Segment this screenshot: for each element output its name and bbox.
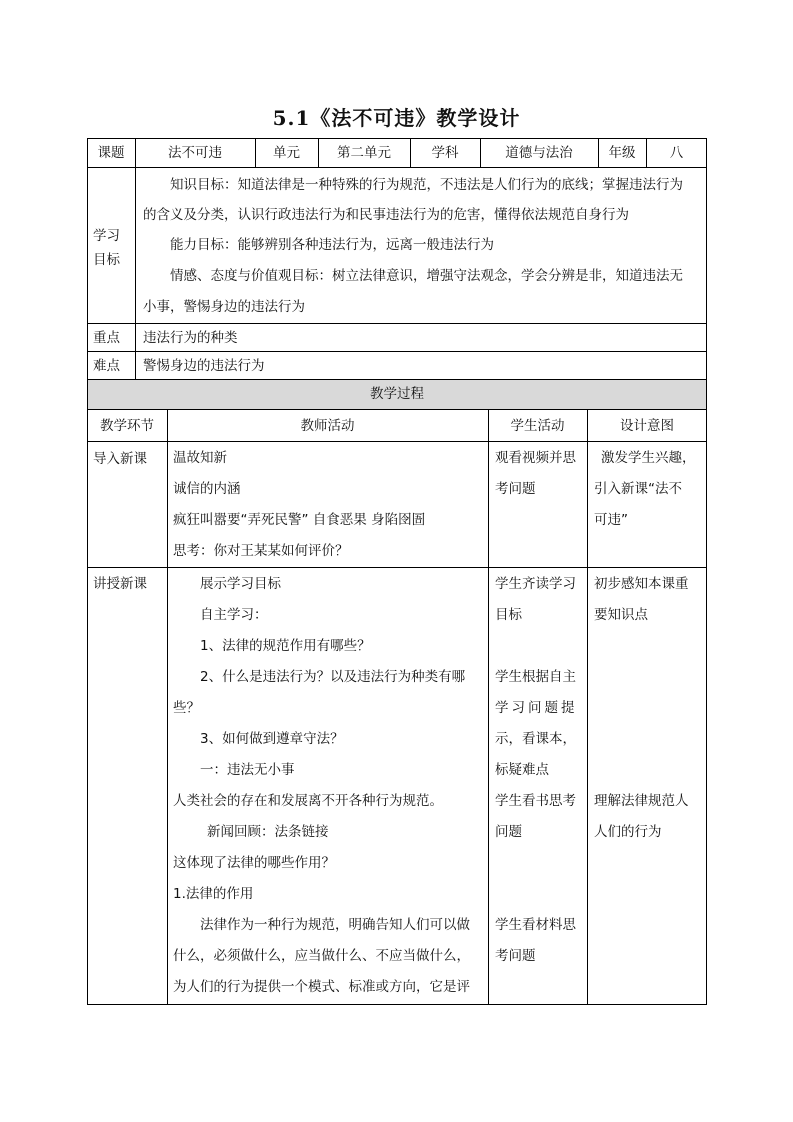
unit-value: 第二单元 <box>337 145 391 161</box>
lecture-student-line <box>495 879 578 910</box>
difficulty-label: 难点 <box>93 358 120 374</box>
lecture-intent-line: 理解法律规范人 <box>594 793 689 809</box>
lecture-intent-line <box>594 755 689 786</box>
goals-line: 知识目标：知道法律是一种特殊的行为规范，不违法是人们行为的底线；掌握违法行为 <box>170 177 683 193</box>
lecture-intent-line: 初步感知本课重 <box>594 576 689 592</box>
header-teacher: 教师活动 <box>300 418 355 434</box>
row-line <box>87 351 707 352</box>
lecture-teacher-line: 自主学习： <box>200 607 268 623</box>
intro-intent-cell <box>594 443 696 536</box>
lecture-student-line <box>495 631 578 662</box>
intro-teacher-line: 疯狂叫嚣要“弄死民警” 自食恶果 身陷囹圄 <box>173 512 426 528</box>
row-line <box>87 409 707 410</box>
difficulty-text: 警惕身边的违法行为 <box>143 358 265 374</box>
lecture-student-line: 标疑难点 <box>495 762 549 778</box>
header-intent: 设计意图 <box>620 418 674 434</box>
lecture-teacher-line: 这体现了法律的哪些作用？ <box>173 855 335 871</box>
lecture-intent-line: 人们的行为 <box>594 824 662 840</box>
intro-intent-line: 可违” <box>594 512 628 528</box>
lecture-intent-line <box>594 662 689 693</box>
key-text: 违法行为的种类 <box>143 330 238 346</box>
row-line <box>87 567 707 568</box>
grade-value: 八 <box>669 145 684 161</box>
intro-stage: 导入新课 <box>93 451 147 467</box>
intro-student-line: 考问题 <box>495 481 536 497</box>
subject-value: 道德与法治 <box>505 145 573 161</box>
intro-intent-line: 激发学生兴趣， <box>601 450 696 466</box>
goals-line: 情感、态度与价值观目标：树立法律意识，增强守法观念，学会分辨是非，知道违法无 <box>170 268 683 284</box>
col-line <box>167 409 168 1005</box>
process-title: 教学过程 <box>370 386 424 402</box>
lecture-intent-line <box>594 693 689 724</box>
intro-intent-line: 引入新课“法不 <box>594 481 682 497</box>
intro-teacher-line: 温故知新 <box>173 450 227 466</box>
lecture-intent-line <box>594 631 689 662</box>
unit-label: 单元 <box>273 145 300 161</box>
intro-student-cell <box>495 443 576 505</box>
lecture-teacher-line: 2、什么是违法行为？以及违法行为种类有哪 <box>200 669 466 685</box>
lecture-teacher-line: 人类社会的存在和发展离不开各种行为规范。 <box>173 793 443 809</box>
goals-line: 能力目标：能够辨别各种违法行为，远离一般违法行为 <box>170 237 494 253</box>
lecture-student-line: 学生齐读学习 <box>495 576 576 592</box>
lecture-teacher-line: 1.法律的作用 <box>173 886 254 902</box>
lecture-teacher-line: 一：违法无小事 <box>200 762 295 778</box>
key-label: 重点 <box>93 330 120 346</box>
lecture-teacher-line: 1、法律的规范作用有哪些？ <box>200 638 371 654</box>
topic-label: 课题 <box>97 145 125 161</box>
topic-value: 法不可违 <box>168 145 222 161</box>
lecture-intent-line: 要知识点 <box>594 607 648 623</box>
goals-label: 目标 <box>93 252 120 268</box>
col-line <box>135 167 136 379</box>
goals-line: 的含义及分类，认识行政违法行为和民事违法行为的危害，懂得依法规范自身行为 <box>143 207 629 223</box>
header-student: 学生活动 <box>510 418 565 434</box>
grade-label: 年级 <box>608 145 636 161</box>
lecture-stage: 讲授新课 <box>93 576 147 592</box>
lecture-teacher-line: 新闻回顾：法条链接 <box>207 824 329 840</box>
intro-teacher-line: 思考：你对王某某如何评价？ <box>173 543 349 559</box>
lecture-student-line: 示，看课本， <box>495 731 576 747</box>
lecture-student-line: 学生根据自主 <box>495 669 576 685</box>
intro-teacher-cell <box>173 443 425 567</box>
row-line <box>87 379 707 380</box>
lecture-student-line: 考问题 <box>495 948 536 964</box>
row-line <box>87 323 707 324</box>
lecture-student-line: 学生看材料思 <box>495 917 576 933</box>
lecture-student-line: 问题 <box>495 824 522 840</box>
row-line <box>87 441 707 442</box>
lecture-teacher-line: 展示学习目标 <box>200 576 281 592</box>
lecture-student-cell <box>495 569 578 972</box>
lecture-student-line: 学习问题提 <box>495 700 578 716</box>
subject-label: 学科 <box>431 145 459 161</box>
intro-student-line: 观看视频并思 <box>495 450 576 466</box>
lecture-teacher-cell <box>173 569 470 1003</box>
lecture-teacher-line: 为人们的行为提供一个模式、标准或方向，它是评 <box>173 979 470 995</box>
page-title: 5.1《法不可违》教学设计 <box>272 106 521 130</box>
row-line <box>87 167 707 168</box>
lecture-intent-line <box>594 724 689 755</box>
header-stage: 教学环节 <box>100 418 154 434</box>
goals-label: 学习 <box>93 228 120 244</box>
lecture-teacher-line: 些？ <box>173 700 200 716</box>
goals-line: 小事，警惕身边的违法行为 <box>143 299 305 315</box>
lecture-student-line: 目标 <box>495 607 522 623</box>
lecture-teacher-line: 法律作为一种行为规范，明确告知人们可以做 <box>200 917 470 933</box>
lecture-teacher-line: 3、如何做到遵章守法？ <box>200 731 344 747</box>
lecture-intent-cell <box>594 569 689 848</box>
lecture-student-line <box>495 848 578 879</box>
intro-teacher-line: 诚信的内涵 <box>173 481 241 497</box>
lecture-teacher-line: 什么，必须做什么，应当做什么、不应当做什么， <box>173 948 470 964</box>
col-line <box>488 409 489 1005</box>
lecture-student-line: 学生看书思考 <box>495 793 576 809</box>
col-line <box>587 409 588 1005</box>
